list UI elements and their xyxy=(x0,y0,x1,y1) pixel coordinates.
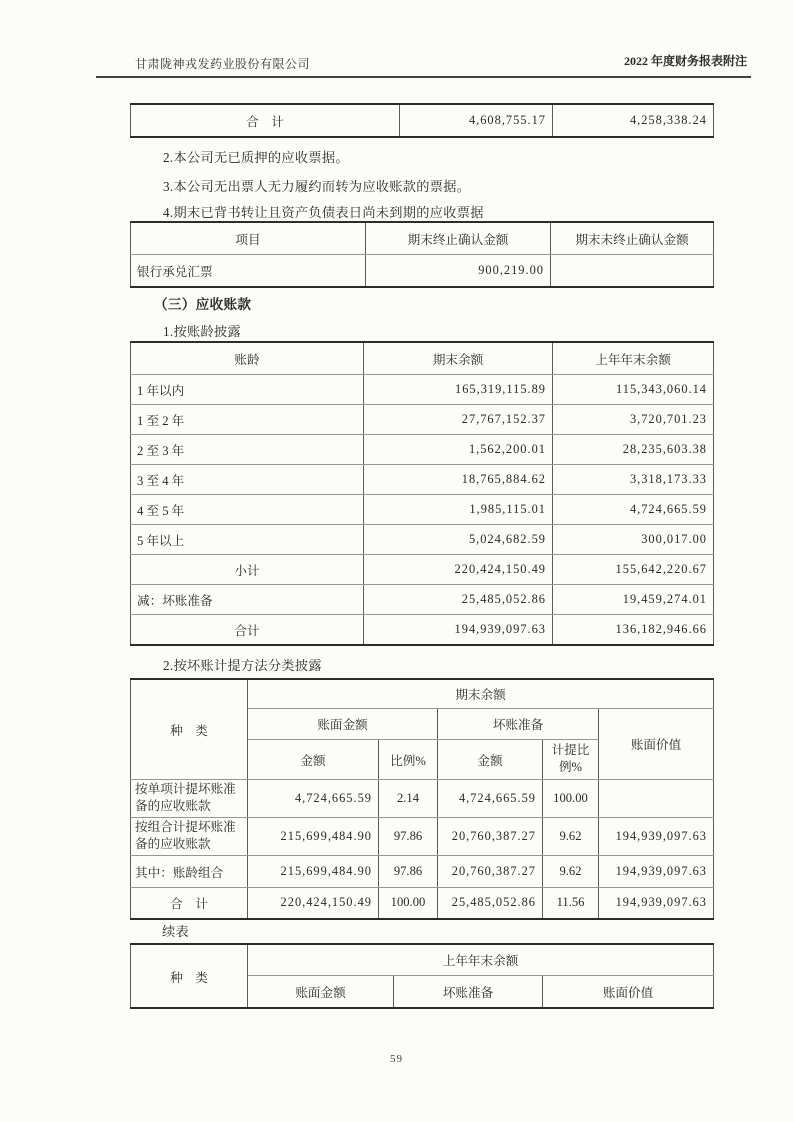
col-header-book-value: 账面价值 xyxy=(599,708,714,779)
cell-book-value: 194,939,097.63 xyxy=(599,855,714,887)
col-header-end-balance: 期末余额 xyxy=(248,679,714,708)
total-label: 合 计 xyxy=(131,104,400,137)
note-3-text: 3.本公司无出票人无力履约而转为应收账款的票据。 xyxy=(163,179,471,194)
table-total-row xyxy=(131,614,714,645)
cell-kind-label: 其中：账龄组合 xyxy=(131,855,248,887)
cell-amount1: 215,699,484.90 xyxy=(248,817,379,855)
total-end-amount: 4,608,755.17 xyxy=(400,104,553,137)
cell-ratio2: 9.62 xyxy=(543,855,599,887)
cell-prior: 155,642,220.67 xyxy=(553,554,714,584)
cell-ratio1: 97.86 xyxy=(379,855,438,887)
table-header-row xyxy=(131,944,714,975)
cell-amount2: 25,485,052.86 xyxy=(438,887,543,919)
cell-total-label: 合 计 xyxy=(131,887,248,919)
cell-ratio2: 11.56 xyxy=(543,887,599,919)
cell-end: 5,024,682.59 xyxy=(364,524,553,554)
col-header-book-value: 账面价值 xyxy=(543,975,714,1008)
col-header-derecognized: 期末终止确认金额 xyxy=(366,222,551,254)
cell-prior: 136,182,946.66 xyxy=(553,614,714,645)
table-total-row xyxy=(131,887,714,919)
cell-prior: 115,343,060.14 xyxy=(553,374,714,404)
note-4-text: 4.期末已背书转让且资产负债表日尚未到期的应收票据 xyxy=(163,205,484,220)
cell-amount2: 4,724,665.59 xyxy=(438,779,543,817)
cell-book-value: 194,939,097.63 xyxy=(599,887,714,919)
cell-prior: 300,017.00 xyxy=(553,524,714,554)
cell-prior: 3,720,701.23 xyxy=(553,404,714,434)
total-prior-amount: 4,258,338.24 xyxy=(553,104,714,137)
cell-end: 194,939,097.63 xyxy=(364,614,553,645)
table-row xyxy=(131,374,714,404)
cell-item: 银行承兑汇票 xyxy=(131,254,366,287)
cell-end: 25,485,052.86 xyxy=(364,584,553,614)
cell-age-label: 2 至 3 年 xyxy=(131,434,364,464)
endorsed-notes-table xyxy=(130,221,714,288)
notes-receivable-total-table xyxy=(130,103,714,138)
page-number: 59 xyxy=(390,1053,403,1065)
header-company-name: 甘肃陇神戎发药业股份有限公司 xyxy=(135,57,311,71)
cell-age-label: 4 至 5 年 xyxy=(131,494,364,524)
cell-not-derecognized xyxy=(551,254,714,287)
cell-book-value: 194,939,097.63 xyxy=(599,817,714,855)
col-header-book-amount: 账面金额 xyxy=(248,975,394,1008)
table-row xyxy=(131,524,714,554)
cell-derecognized: 900,219.00 xyxy=(366,254,551,287)
table-row xyxy=(131,817,714,855)
table-row xyxy=(131,584,714,614)
cell-ratio1: 97.86 xyxy=(379,817,438,855)
cell-ratio1: 100.00 xyxy=(379,887,438,919)
cell-kind-label: 按组合计提坏账准备的应收账款 xyxy=(131,817,248,855)
col-header-end-balance: 期末余额 xyxy=(364,342,553,374)
cell-end: 165,319,115.89 xyxy=(364,374,553,404)
col-header-amount: 金额 xyxy=(248,739,379,779)
cell-subtotal-label: 小计 xyxy=(131,554,364,584)
col-header-prior-balance: 上年年末余额 xyxy=(248,944,714,975)
table-row xyxy=(131,434,714,464)
aging-table xyxy=(130,341,714,646)
cell-end: 18,765,884.62 xyxy=(364,464,553,494)
cell-prior: 3,318,173.33 xyxy=(553,464,714,494)
table-row xyxy=(131,464,714,494)
col-header-ratio: 比例% xyxy=(379,739,438,779)
cell-end: 220,424,150.49 xyxy=(364,554,553,584)
cell-end: 1,562,200.01 xyxy=(364,434,553,464)
table-subtotal-row xyxy=(131,554,714,584)
subsection-1-title: 1.按账龄披露 xyxy=(163,324,241,339)
cell-ratio2: 100.00 xyxy=(543,779,599,817)
bad-debt-classification-continued-table xyxy=(130,943,714,1009)
cell-age-label: 1 年以内 xyxy=(131,374,364,404)
table-row xyxy=(131,104,714,137)
header-divider xyxy=(96,76,751,78)
col-header-age: 账龄 xyxy=(131,342,364,374)
cell-book-value xyxy=(599,779,714,817)
table-row xyxy=(131,254,714,287)
col-header-prior-balance: 上年年末余额 xyxy=(553,342,714,374)
section-3-title: （三）应收账款 xyxy=(154,297,252,312)
header-doc-title: 2022 年度财务报表附注 xyxy=(623,54,747,68)
cell-ratio2: 9.62 xyxy=(543,817,599,855)
col-header-amount2: 金额 xyxy=(438,739,543,779)
cell-less-provision-label: 减：坏账准备 xyxy=(131,584,364,614)
col-header-bad-debt: 坏账准备 xyxy=(438,708,599,739)
cell-prior: 28,235,603.38 xyxy=(553,434,714,464)
cell-age-label: 5 年以上 xyxy=(131,524,364,554)
col-header-kind: 种 类 xyxy=(131,944,248,1008)
col-header-item: 项目 xyxy=(131,222,366,254)
table-header-row xyxy=(131,222,714,254)
table-row xyxy=(131,404,714,434)
cell-end: 27,767,152.37 xyxy=(364,404,553,434)
table-row xyxy=(131,779,714,817)
table-header-row xyxy=(131,342,714,374)
cell-amount1: 4,724,665.59 xyxy=(248,779,379,817)
continued-table-label: 续表 xyxy=(162,924,189,939)
cell-amount1: 220,424,150.49 xyxy=(248,887,379,919)
cell-prior: 4,724,665.59 xyxy=(553,494,714,524)
cell-age-label: 3 至 4 年 xyxy=(131,464,364,494)
cell-age-label: 1 至 2 年 xyxy=(131,404,364,434)
cell-end: 1,985,115.01 xyxy=(364,494,553,524)
table-row xyxy=(131,855,714,887)
note-2-text: 2.本公司无已质押的应收票据。 xyxy=(163,150,349,165)
col-header-kind: 种 类 xyxy=(131,679,248,779)
col-header-bad-debt: 坏账准备 xyxy=(394,975,543,1008)
cell-ratio1: 2.14 xyxy=(379,779,438,817)
col-header-book-amount: 账面金额 xyxy=(248,708,438,739)
cell-amount2: 20,760,387.27 xyxy=(438,817,543,855)
table-row xyxy=(131,494,714,524)
col-header-provision-ratio: 计提比例% xyxy=(543,739,599,779)
col-header-not-derecognized: 期末未终止确认金额 xyxy=(551,222,714,254)
cell-prior: 19,459,274.01 xyxy=(553,584,714,614)
cell-amount2: 20,760,387.27 xyxy=(438,855,543,887)
cell-kind-label: 按单项计提坏账准备的应收账款 xyxy=(131,779,248,817)
cell-amount1: 215,699,484.90 xyxy=(248,855,379,887)
subsection-2-title: 2.按坏账计提方法分类披露 xyxy=(163,658,322,673)
table-header-row xyxy=(131,679,714,708)
cell-total-label: 合计 xyxy=(131,614,364,645)
bad-debt-classification-table xyxy=(130,678,714,920)
